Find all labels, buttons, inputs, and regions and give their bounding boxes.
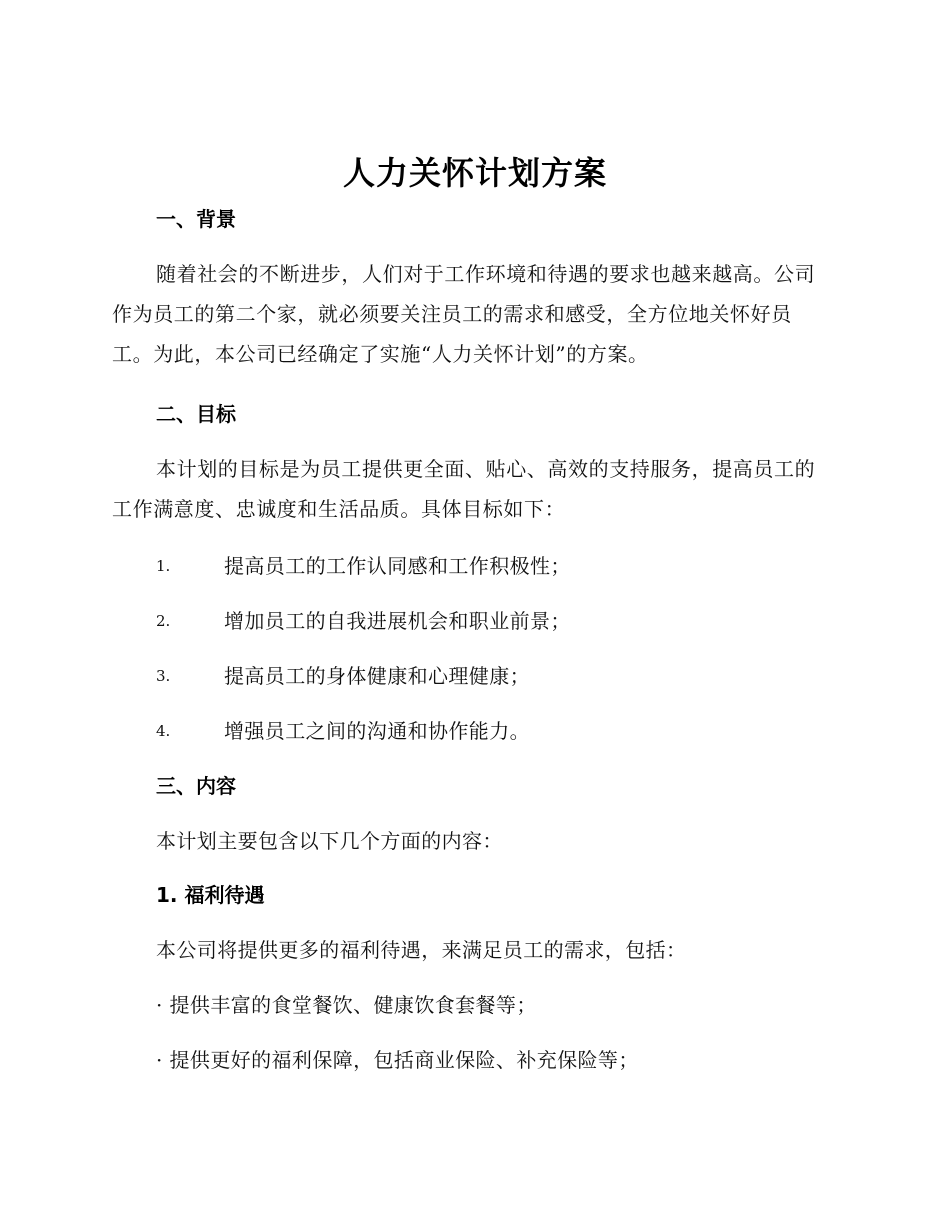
section-heading-content: 三、内容 (156, 774, 236, 798)
subsection-heading-benefits: 1. 福利待遇 (156, 883, 265, 907)
benefit-bullet-item: · 提供更好的福利保障，包括商业保险、补充保险等； (156, 1048, 639, 1072)
section-heading-goals: 二、目标 (156, 402, 236, 426)
list-number: 2. (156, 612, 171, 630)
list-item-text: 提高员工的身体健康和心理健康； (224, 664, 530, 688)
benefits-intro: 本公司将提供更多的福利待遇，来满足员工的需求，包括： (156, 938, 687, 962)
section-heading-background: 一、背景 (156, 207, 236, 231)
benefit-bullet-item: · 提供丰富的食堂餐饮、健康饮食套餐等； (156, 993, 537, 1017)
list-item-text: 提高员工的工作认同感和工作积极性； (224, 554, 571, 578)
background-paragraph: 随着社会的不断进步，人们对于工作环境和待遇的要求也越来越高。公司作为员工的第二个家，就必须要关注员工的需求和感受，全方位地关怀好员工。为此，本公司已经确定了实施“人力关怀计划”的方案。 (112, 262, 816, 366)
goals-paragraph: 本计划的目标是为员工提供更全面、贴心、高效的支持服务，提高员工的工作满意度、忠诚度和生活品质。具体目标如下： (112, 457, 816, 521)
list-item-text: 增加员工的自我进展机会和职业前景； (224, 609, 571, 633)
list-item-text: 增强员工之间的沟通和协作能力。 (224, 719, 530, 743)
content-intro: 本计划主要包含以下几个方面的内容： (156, 829, 503, 853)
list-number: 1. (156, 557, 171, 575)
list-number: 4. (156, 722, 171, 740)
list-number: 3. (156, 667, 171, 685)
document-title: 人力关怀计划方案 (342, 154, 607, 192)
